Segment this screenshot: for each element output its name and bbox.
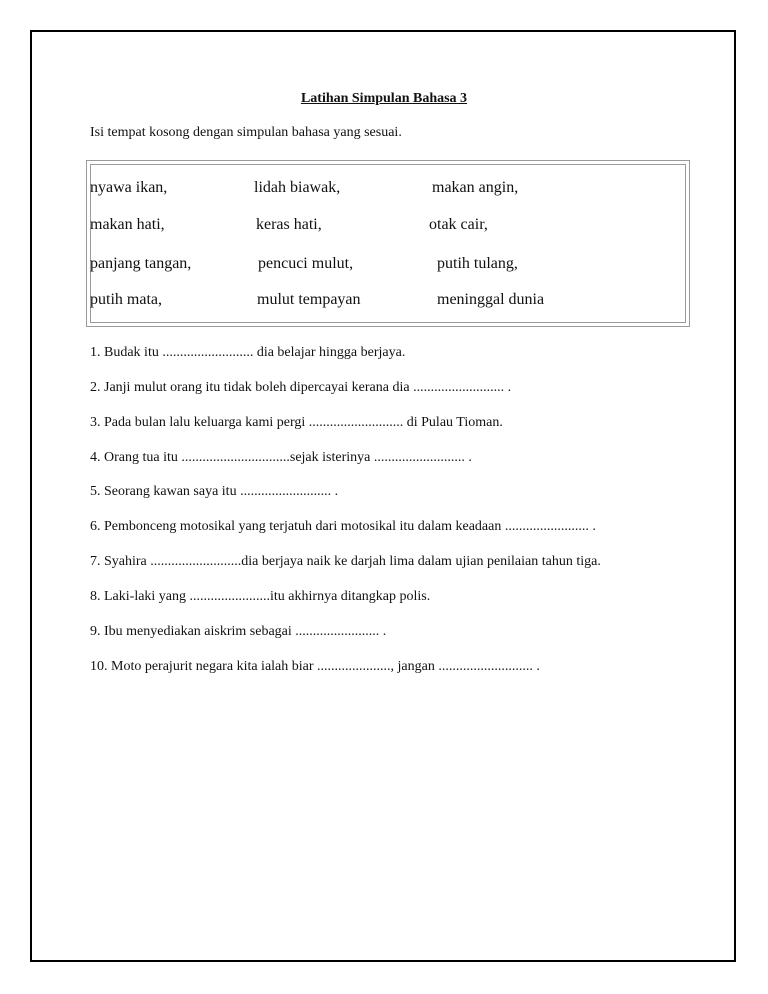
question-8: 8. Laki-laki yang .......................itu akhirnya ditangkap polis. xyxy=(90,589,431,604)
word-bank-item: keras hati, xyxy=(256,216,322,233)
word-bank-item: otak cair, xyxy=(429,216,488,233)
word-bank-item: pencuci mulut, xyxy=(258,255,354,272)
word-bank-item: putih tulang, xyxy=(437,255,518,272)
question-7: 7. Syahira ..........................dia berjaya naik ke darjah lima dalam ujian penilaian tahun tiga. xyxy=(90,554,601,569)
question-9: 9. Ibu menyediakan aiskrim sebagai ........................ . xyxy=(90,624,387,639)
page-title: Latihan Simpulan Bahasa 3 xyxy=(300,91,468,106)
word-bank-item: nyawa ikan, xyxy=(90,179,168,196)
word-bank-item: lidah biawak, xyxy=(254,179,341,196)
instruction-text: Isi tempat kosong dengan simpulan bahasa yang sesuai. xyxy=(90,125,402,140)
question-5: 5. Seorang kawan saya itu .......................... . xyxy=(90,484,339,499)
question-10: 10. Moto perajurit negara kita ialah biar ....................., jangan ........................... . xyxy=(90,659,540,674)
word-bank-item: putih mata, xyxy=(90,291,162,308)
question-3: 3. Pada bulan lalu keluarga kami pergi ........................... di Pulau Tioman. xyxy=(90,415,503,430)
question-6: 6. Pembonceng motosikal yang terjatuh dari motosikal itu dalam keadaan ........................ . xyxy=(90,519,596,534)
question-1: 1. Budak itu .......................... dia belajar hingga berjaya. xyxy=(90,345,406,360)
question-2: 2. Janji mulut orang itu tidak boleh dipercayai kerana dia .......................... . xyxy=(90,380,512,395)
word-bank-item: mulut tempayan xyxy=(257,291,361,308)
question-4: 4. Orang tua itu ...............................sejak isterinya .......................... . xyxy=(90,450,472,465)
word-bank-item: makan angin, xyxy=(432,179,519,196)
word-bank-item: makan hati, xyxy=(90,216,165,233)
word-bank-inner-border xyxy=(90,164,686,323)
word-bank-item: meninggal dunia xyxy=(437,291,545,308)
word-bank-item: panjang tangan, xyxy=(90,255,192,272)
word-bank-box xyxy=(86,160,690,327)
